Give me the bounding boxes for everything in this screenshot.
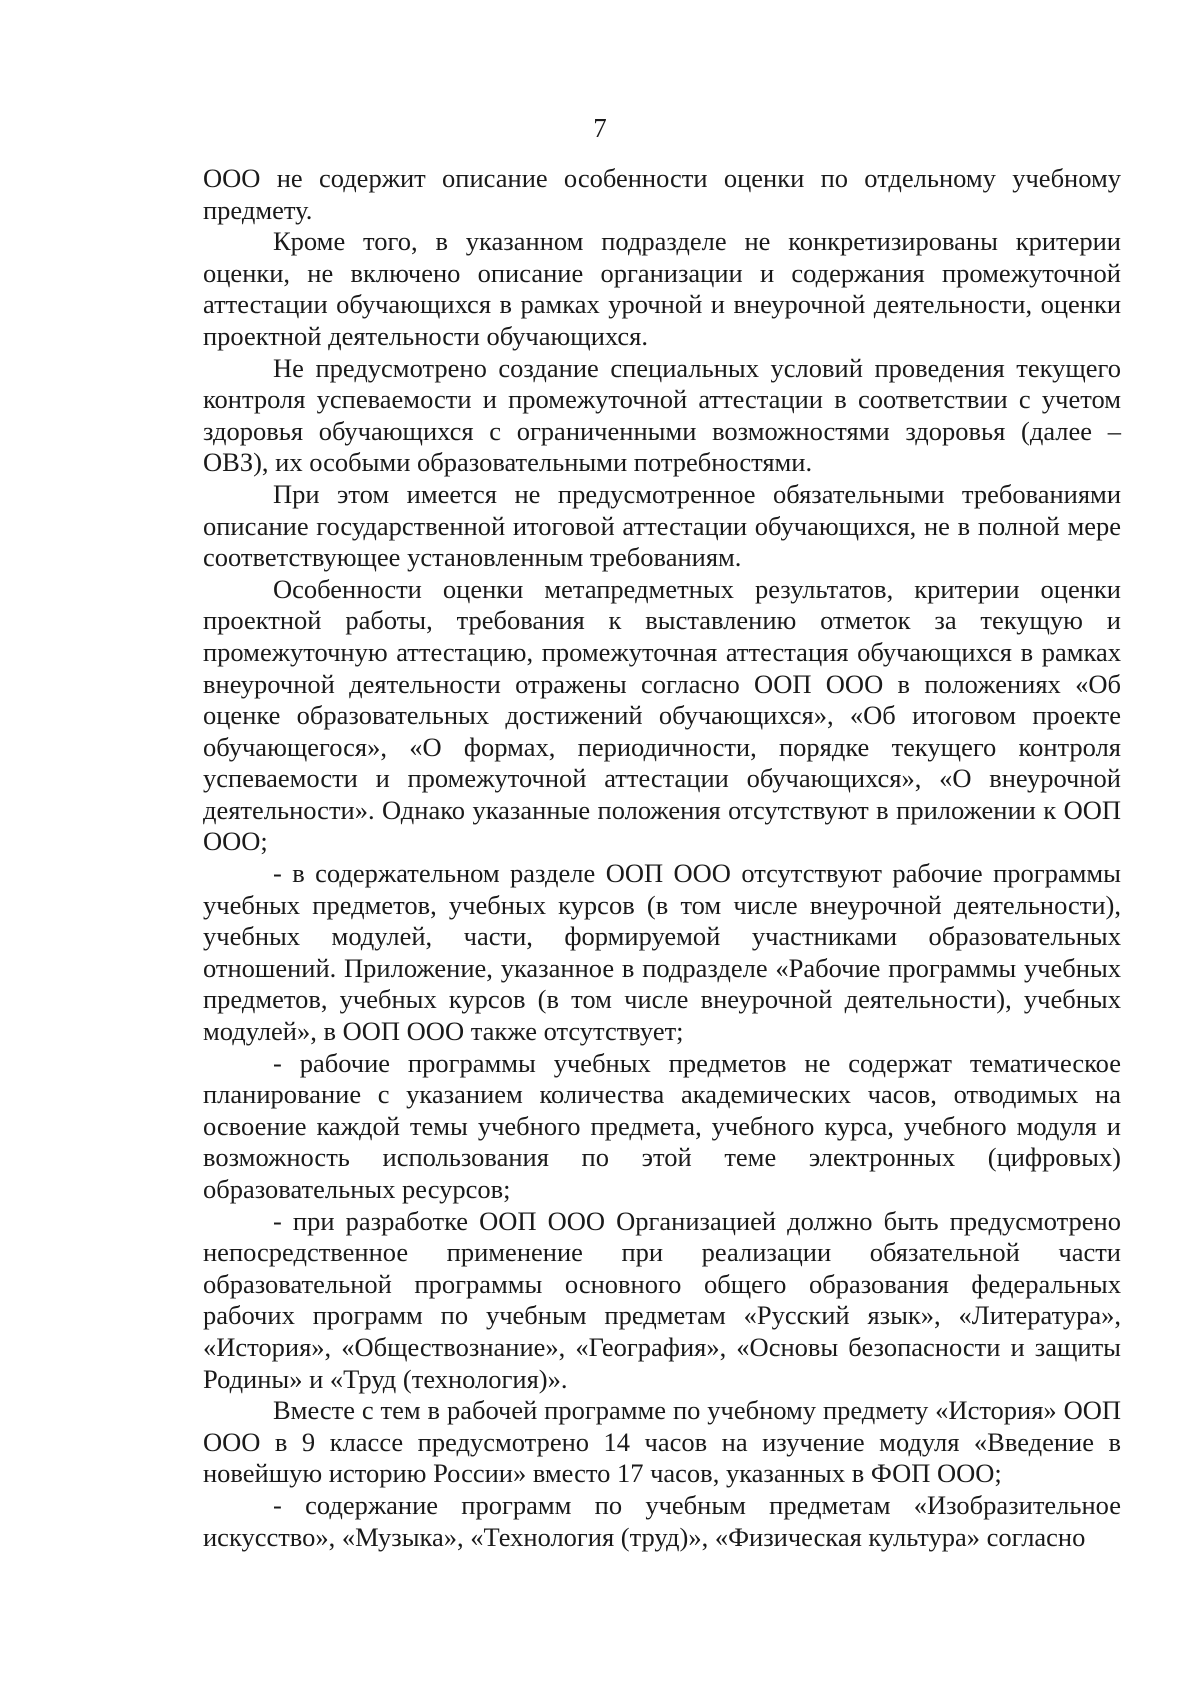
paragraph-9: Вместе с тем в рабочей программе по учебному предмету «История» ООП ООО в 9 классе предусмотрено 14 часов на изучение модуля «Введение в новейшую историю России» вместо 17 часов, указанных в ФОП ООО; (203, 1395, 1121, 1489)
paragraph-3: Не предусмотрено создание специальных условий проведения текущего контроля успеваемости и промежуточной аттестации в соответствии с учетом здоровья обучающихся с ограниченными возможностями здоровья (далее – ОВЗ), их особыми образовательными потребностями. (203, 352, 1121, 478)
paragraph-10: - содержание программ по учебным предметам «Изобразительное искусство», «Музыка», «Технология (труд)», «Физическая культура» согласно (203, 1489, 1121, 1552)
paragraph-6: - в содержательном разделе ООП ООО отсутствуют рабочие программы учебных предметов, учебных курсов (в том числе внеурочной деятельности), учебных модулей, части, формируемой участниками образовательных отношений. Приложение, указанное в подразделе «Рабочие программы учебных предметов, учебных курсов (в том числе внеурочной деятельности), учебных модулей», в ООП ООО также отсутствует; (203, 858, 1121, 1047)
document-body (203, 163, 1121, 1553)
paragraph-8: - при разработке ООП ООО Организацией должно быть предусмотрено непосредственное применение при реализации обязательной части образовательной программы основного общего образования федеральных рабочих программ по учебным предметам «Русский язык», «Литература», «История», «Обществознание», «География», «Основы безопасности и защиты Родины» и «Труд (технология)». (203, 1205, 1121, 1394)
paragraph-1: ООО не содержит описание особенности оценки по отдельному учебному предмету. (203, 163, 1121, 225)
paragraph-7: - рабочие программы учебных предметов не содержат тематическое планирование с указанием количества академических часов, отводимых на освоение каждой темы учебного предмета, учебного курса, учебного модуля и возможность использования по этой теме электронных (цифровых) образовательных ресурсов; (203, 1047, 1121, 1204)
page-number: 7 (593, 113, 607, 143)
paragraph-5: Особенности оценки метапредметных результатов, критерии оценки проектной работы, требования к выставлению отметок за текущую и промежуточную аттестацию, промежуточная аттестация обучающихся в рамках внеурочной деятельности отражены согласно ООП ООО в положениях «Об оценке образовательных достижений обучающихся», «Об итоговом проекте обучающегося», «О формах, периодичности, порядке текущего контроля успеваемости и промежуточной аттестации обучающихся», «О внеурочной деятельности». Однако указанные положения отсутствуют в приложении к ООП ООО; (203, 573, 1121, 857)
paragraph-2: Кроме того, в указанном подразделе не конкретизированы критерии оценки, не включено описание организации и содержания промежуточной аттестации обучающихся в рамках урочной и внеурочной деятельности, оценки проектной деятельности обучающихся. (203, 226, 1121, 351)
paragraph-4: При этом имеется не предусмотренное обязательными требованиями описание государственной итоговой аттестации обучающихся, не в полной мере соответствующее установленным требованиям. (203, 478, 1121, 573)
